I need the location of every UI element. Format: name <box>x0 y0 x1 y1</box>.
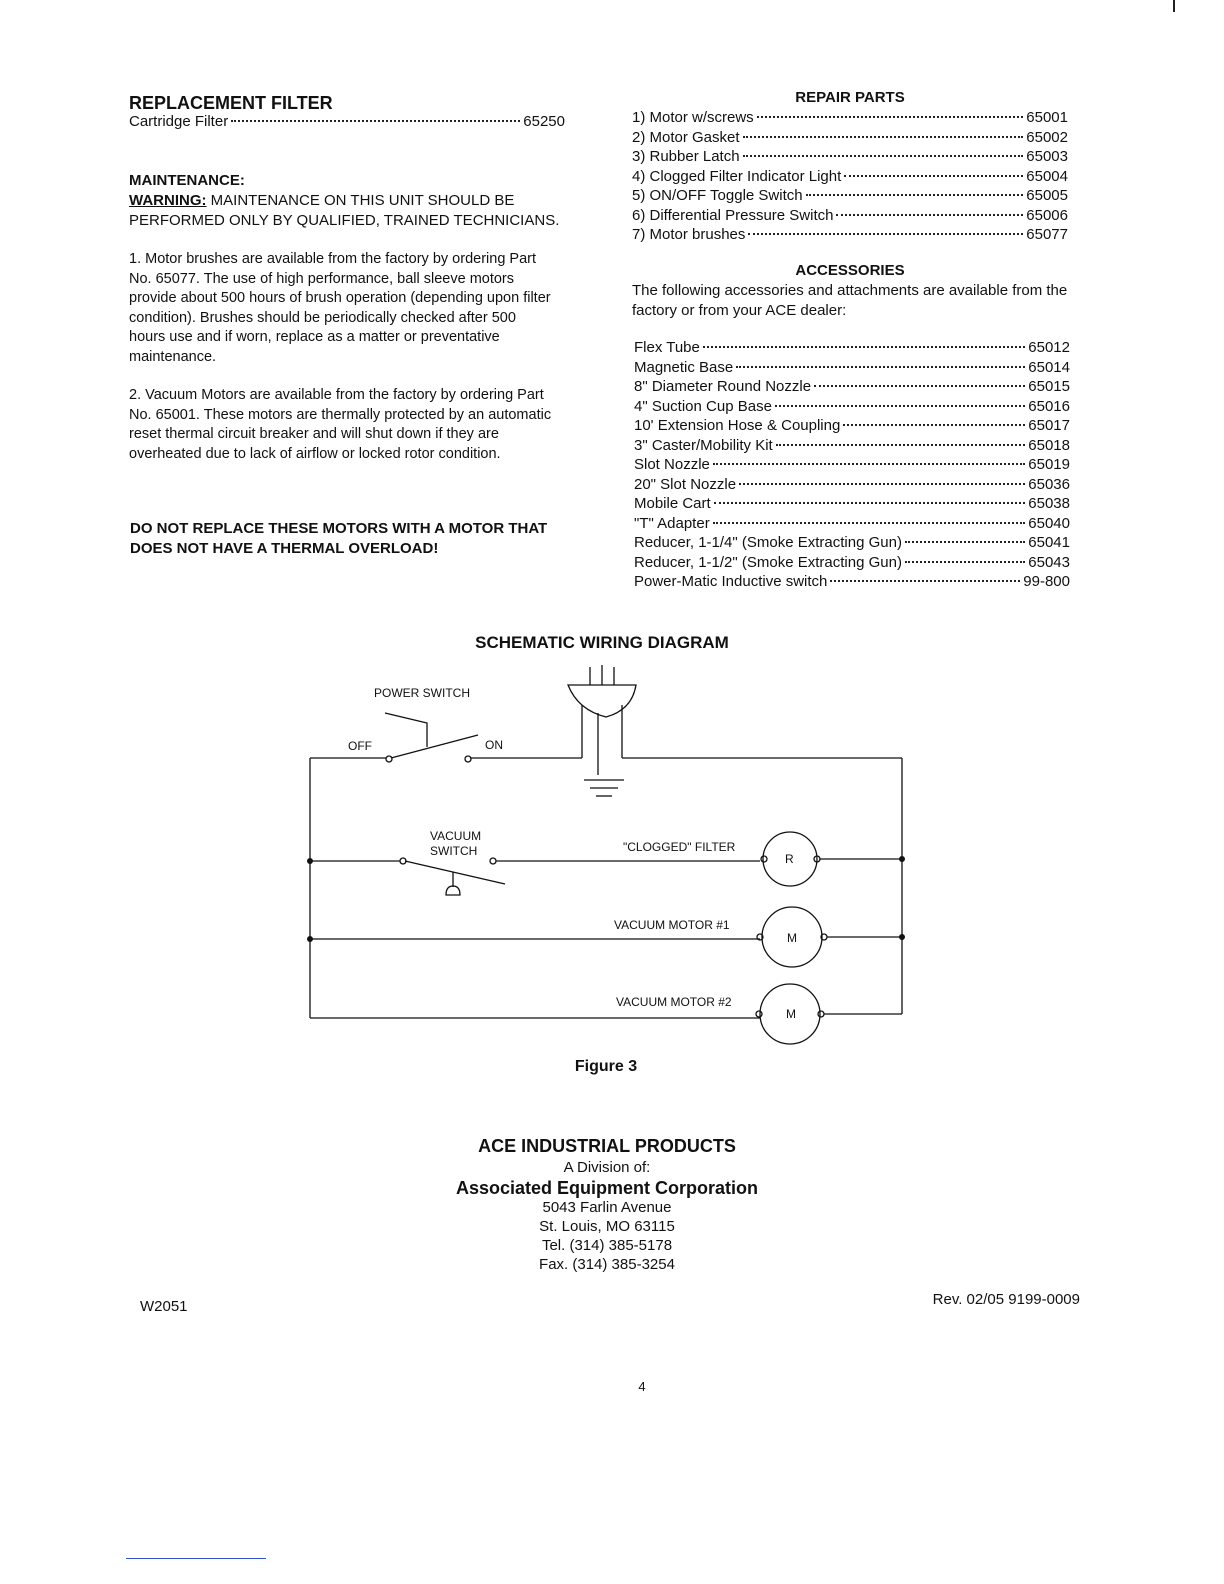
repair-part-row <box>632 168 1068 188</box>
accessory-part: 99-800 <box>1023 573 1070 590</box>
accessory-row <box>634 534 1070 554</box>
cartridge-filter-part: 65250 <box>523 113 565 130</box>
accessories-list <box>634 339 1070 593</box>
bottom-rule <box>126 1558 266 1559</box>
part-number: 65006 <box>1026 206 1068 224</box>
dot-leader <box>757 116 1024 118</box>
dot-leader <box>806 194 1024 196</box>
vacuum-switch-label-line1: VACUUM <box>430 829 482 843</box>
figure-caption: Figure 3 <box>574 1058 638 1075</box>
dot-leader <box>713 463 1025 465</box>
clogged-filter-label: "CLOGGED" FILTER <box>623 840 736 854</box>
accessories-heading: ACCESSORIES <box>795 262 905 279</box>
page-number: 4 <box>638 1379 646 1394</box>
accessory-part: 65038 <box>1028 495 1070 512</box>
motor-2-letter: M <box>786 1007 796 1021</box>
accessory-row <box>634 515 1070 535</box>
dot-leader <box>231 120 520 122</box>
telephone: Tel. (314) 385-5178 <box>541 1237 673 1254</box>
dot-leader <box>775 405 1025 407</box>
dot-leader <box>836 214 1023 216</box>
dot-leader <box>776 444 1026 446</box>
wiring-diagram <box>300 655 920 1055</box>
dot-leader <box>814 385 1025 387</box>
dot-leader <box>713 522 1026 524</box>
fax: Fax. (314) 385-3254 <box>539 1256 675 1273</box>
warning-text <box>129 191 574 230</box>
accessory-part: 65018 <box>1028 436 1070 454</box>
accessory-part: 65019 <box>1028 456 1070 473</box>
revision-label: Rev. 02/05 9199-0009 <box>932 1291 1080 1308</box>
part-label: 3) Rubber Latch <box>632 148 740 165</box>
accessory-label: Magnetic Base <box>634 358 734 376</box>
accessory-label: Reducer, 1-1/4" (Smoke Extracting Gun) <box>634 534 902 551</box>
accessory-part: 65043 <box>1028 553 1070 571</box>
vacuum-motor-2-label: VACUUM MOTOR #2 <box>616 995 732 1009</box>
accessory-row <box>634 378 1070 398</box>
accessory-part: 65014 <box>1028 358 1070 376</box>
repair-part-row <box>632 109 1068 129</box>
dot-leader <box>736 366 1025 368</box>
accessory-part: 65017 <box>1028 417 1070 434</box>
accessory-part: 65040 <box>1028 514 1070 532</box>
division-label: A Division of: <box>563 1159 651 1176</box>
street-address: 5043 Farlin Avenue <box>542 1199 672 1216</box>
repair-parts-heading: REPAIR PARTS <box>795 89 905 106</box>
repair-parts-list <box>632 109 1068 246</box>
accessory-label: 4" Suction Cup Base <box>634 397 772 415</box>
accessory-row <box>634 398 1070 418</box>
repair-part-row <box>632 226 1068 246</box>
accessory-part: 65041 <box>1028 534 1070 551</box>
accessory-label: "T" Adapter <box>634 514 710 532</box>
accessory-row <box>634 495 1070 515</box>
power-switch-label: POWER SWITCH <box>374 686 470 700</box>
scan-corner-mark <box>1173 0 1175 12</box>
part-number: 65004 <box>1026 167 1068 185</box>
accessory-label: Reducer, 1-1/2" (Smoke Extracting Gun) <box>634 553 902 571</box>
dot-leader <box>743 155 1024 157</box>
repair-part-row <box>632 129 1068 149</box>
accessory-row <box>634 456 1070 476</box>
repair-part-row <box>632 187 1068 207</box>
city-address: St. Louis, MO 63115 <box>539 1218 675 1235</box>
accessory-label: Slot Nozzle <box>634 456 710 473</box>
part-number: 65003 <box>1026 148 1068 165</box>
cartridge-filter-label: Cartridge Filter <box>129 113 229 130</box>
dot-leader <box>905 541 1025 543</box>
dot-leader <box>748 233 1023 235</box>
maintenance-paragraph-2: 2. Vacuum Motors are available from the factory by ordering Part No. 65001. These motors are thermally protected by an automatic reset thermal circuit breaker and will shut down if they are overheated due to lack of airflow or locked rotor condition. <box>129 387 552 462</box>
accessory-label: 8" Diameter Round Nozzle <box>634 378 812 395</box>
accessory-row <box>634 573 1070 593</box>
dot-leader <box>843 424 1025 426</box>
accessory-row <box>634 359 1070 379</box>
on-label: ON <box>485 738 503 752</box>
motor-1-letter: M <box>787 931 797 945</box>
dot-leader <box>830 580 1020 582</box>
maintenance-heading: MAINTENANCE: <box>129 172 245 189</box>
part-number: 65005 <box>1026 187 1068 204</box>
part-label: 7) Motor brushes <box>632 226 746 243</box>
vacuum-switch-icon <box>400 858 505 895</box>
vacuum-motor-1-label: VACUUM MOTOR #1 <box>614 918 730 932</box>
schematic-title: SCHEMATIC WIRING DIAGRAM <box>475 633 729 652</box>
company-name: ACE INDUSTRIAL PRODUCTS <box>478 1136 736 1156</box>
part-label: 5) ON/OFF Toggle Switch <box>632 187 803 204</box>
part-number: 65001 <box>1026 109 1068 126</box>
warning-label: WARNING: <box>129 192 207 209</box>
thermal-overload-caution: DO NOT REPLACE THESE MOTORS WITH A MOTOR THAT DOES NOT HAVE A THERMAL OVERLOAD! <box>130 520 548 557</box>
dot-leader <box>703 346 1025 348</box>
part-label: 4) Clogged Filter Indicator Light <box>632 167 842 185</box>
accessory-label: Flex Tube <box>634 339 700 356</box>
part-label: 1) Motor w/screws <box>632 109 754 126</box>
warning-body: MAINTENANCE ON THIS UNIT SHOULD BE PERFORMED ONLY BY QUALIFIED, TRAINED TECHNICIANS. <box>129 192 560 229</box>
document-id: W2051 <box>140 1298 188 1315</box>
off-label: OFF <box>348 739 372 753</box>
part-number: 65002 <box>1026 128 1068 146</box>
part-label: 6) Differential Pressure Switch <box>632 206 834 224</box>
accessory-label: Mobile Cart <box>634 495 711 512</box>
accessory-row <box>634 417 1070 437</box>
accessory-label: 10' Extension Hose & Coupling <box>634 417 841 434</box>
dot-leader <box>905 561 1025 563</box>
part-number: 65077 <box>1026 226 1068 243</box>
dot-leader <box>714 502 1026 504</box>
repair-part-row <box>632 148 1068 168</box>
maintenance-paragraph-1: 1. Motor brushes are available from the factory by ordering Part No. 65077. The use of high performance, ball sleeve motors provide about 500 hours of brush operation (depending upon filter condition). Brushes should be periodically checked after 500 hours use and if worn, replace as a matter or preventative maintenance. <box>129 251 551 365</box>
cartridge-filter-row <box>129 113 565 130</box>
accessory-label: 20" Slot Nozzle <box>634 475 737 493</box>
part-label: 2) Motor Gasket <box>632 128 740 146</box>
accessory-row <box>634 476 1070 496</box>
accessory-label: 3" Caster/Mobility Kit <box>634 436 773 454</box>
accessory-part: 65036 <box>1028 475 1070 493</box>
parent-company: Associated Equipment Corporation <box>455 1178 759 1198</box>
ground-symbol-icon <box>584 780 624 796</box>
accessory-part: 65015 <box>1028 378 1070 395</box>
repair-part-row <box>632 207 1068 227</box>
dot-leader <box>844 175 1023 177</box>
accessory-row <box>634 554 1070 574</box>
power-switch-icon <box>385 713 478 762</box>
vacuum-switch-label-line2: SWITCH <box>430 844 478 858</box>
accessory-row <box>634 437 1070 457</box>
indicator-letter: R <box>785 852 794 866</box>
accessory-row <box>634 339 1070 359</box>
replacement-filter-heading: REPLACEMENT FILTER <box>129 93 333 113</box>
accessories-intro: The following accessories and attachments are available from the factory or from your ACE dealer: <box>632 282 1068 319</box>
accessory-part: 65016 <box>1028 397 1070 415</box>
accessory-part: 65012 <box>1028 339 1070 356</box>
dot-leader <box>743 136 1024 138</box>
dot-leader <box>739 483 1025 485</box>
accessory-label: Power-Matic Inductive switch <box>634 573 828 590</box>
